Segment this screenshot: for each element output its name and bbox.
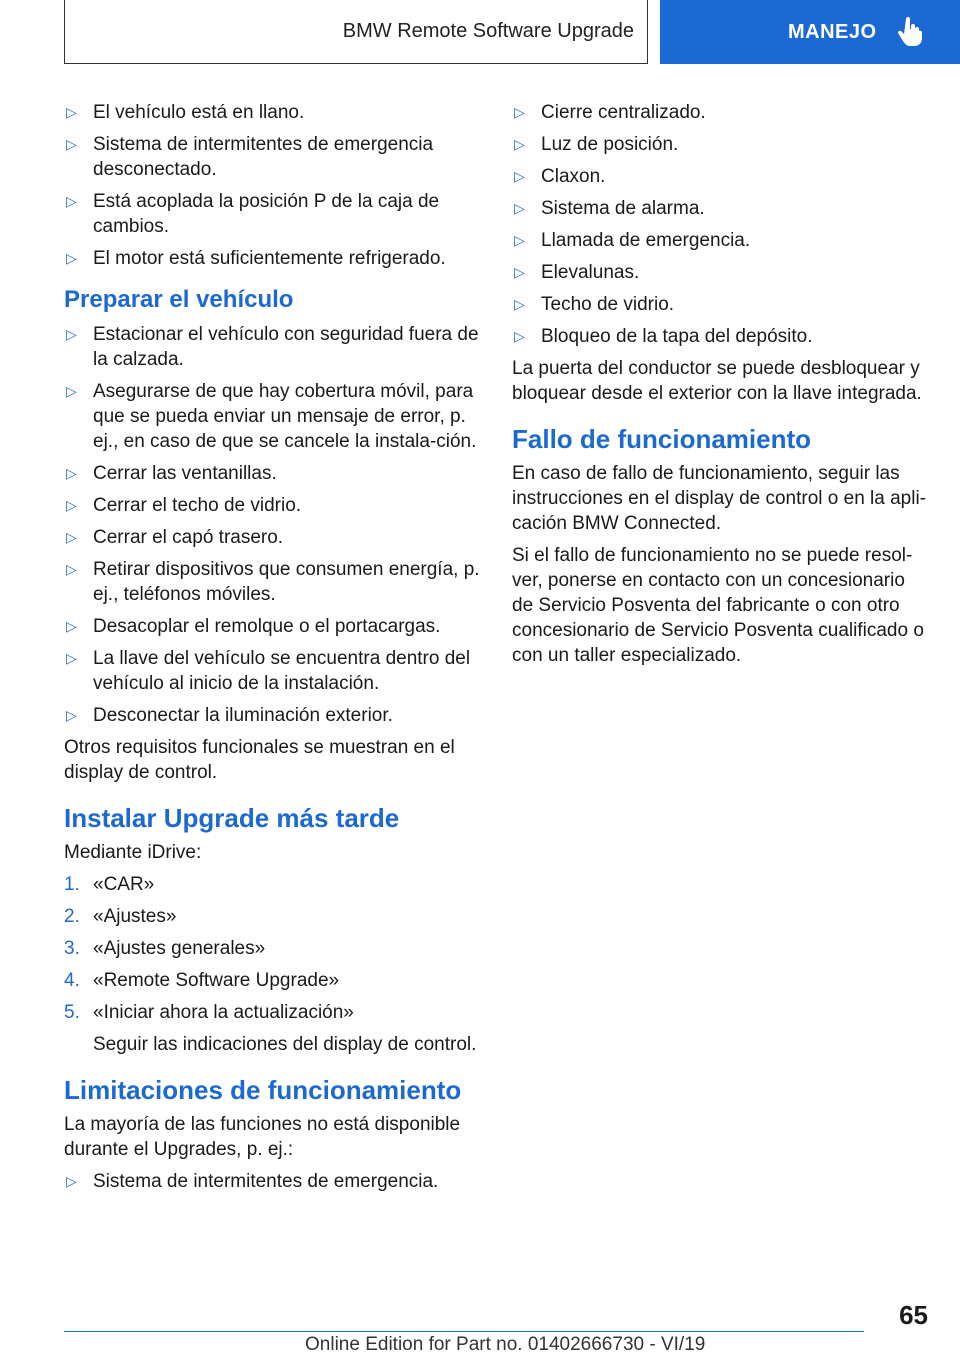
- conditions-list: [64, 100, 482, 271]
- list-item: ▷ Sistema de alarma.: [514, 198, 705, 219]
- footer-divider: [64, 1331, 864, 1332]
- install-intro: Mediante iDrive:: [64, 842, 202, 863]
- prepare-list: [64, 322, 482, 728]
- heading-prepare-vehicle: Preparar el vehículo: [64, 286, 294, 313]
- footer-edition: Online Edition for Part no. 01402666730 - VI/19: [305, 1334, 706, 1355]
- heading-limitations: Limitaciones de funcionamiento: [64, 1075, 462, 1105]
- triangle-bullet-icon: ▷: [514, 168, 525, 184]
- list-item: ▷ Techo de vidrio.: [514, 294, 675, 315]
- malfunction-para-2: Si el fallo de funcionamiento no se puede resol‐ver, ponerse en contacto con un concesionario de Servicio Posventa del fabricante o con otro concesionario de Servicio Posventa cualificado o con un taller especializado.: [512, 545, 924, 666]
- step-item: [64, 872, 482, 897]
- triangle-bullet-icon: ▷: [66, 618, 77, 634]
- triangle-bullet-icon: ▷: [66, 104, 77, 120]
- list-item: ▷ La llave del vehículo se encuentra dentro del vehículo al inicio de la instalación.: [66, 648, 471, 694]
- step-number: 5.: [64, 1002, 80, 1023]
- triangle-bullet-icon: ▷: [66, 193, 77, 209]
- list-item: ▷ Cerrar el techo de vidrio.: [66, 495, 302, 516]
- list-item: ▷ Luz de posición.: [514, 134, 679, 155]
- triangle-bullet-icon: ▷: [66, 383, 77, 399]
- list-item: ▷ Sistema de intermitentes de emergencia desconectado.: [66, 134, 434, 180]
- heading-malfunction: Fallo de funcionamiento: [512, 424, 812, 454]
- hand-pointer-icon: [897, 17, 923, 47]
- list-item: ▷ Sistema de intermitentes de emergencia.: [66, 1171, 439, 1192]
- header-title-box: [64, 0, 648, 64]
- triangle-bullet-icon: ▷: [514, 200, 525, 216]
- step-text: «Remote Software Upgrade»: [93, 970, 340, 991]
- step-text: «CAR»: [93, 874, 155, 895]
- list-item: ▷ Bloqueo de la tapa del depósito.: [514, 326, 813, 347]
- page-number: 65: [899, 1300, 928, 1330]
- prepare-note: Otros requisitos funcionales se muestran en el display de control.: [64, 737, 455, 783]
- step-text: «Iniciar ahora la actualización»: [93, 1002, 354, 1023]
- triangle-bullet-icon: ▷: [66, 465, 77, 481]
- step-text: «Ajustes»: [93, 906, 177, 927]
- list-item: ▷ Asegurarse de que hay cobertura móvil, para que se pueda enviar un mensaje de error, p. ej., en caso de que se cancele la instala‐ción.: [66, 381, 477, 452]
- step-item: [64, 1000, 482, 1057]
- list-item: ▷ Claxon.: [514, 166, 606, 187]
- list-item: ▷ El vehículo está en llano.: [66, 102, 305, 123]
- triangle-bullet-icon: ▷: [66, 250, 77, 266]
- list-item: ▷ Retirar dispositivos que consumen energía, p. ej., teléfonos móviles.: [66, 559, 480, 605]
- step-item: [64, 904, 482, 929]
- triangle-bullet-icon: ▷: [66, 136, 77, 152]
- triangle-bullet-icon: ▷: [66, 650, 77, 666]
- step-item: [64, 936, 482, 961]
- triangle-bullet-icon: ▷: [66, 326, 77, 342]
- step-number: 4.: [64, 970, 80, 991]
- limitations-list: [64, 1169, 482, 1194]
- list-item: ▷ Desacoplar el remolque o el portacargas.: [66, 616, 441, 637]
- section-tab-label: MANEJO: [788, 20, 877, 43]
- triangle-bullet-icon: ▷: [66, 529, 77, 545]
- triangle-bullet-icon: ▷: [66, 561, 77, 577]
- heading-install-later: Instalar Upgrade más tarde: [64, 803, 400, 833]
- limitations-intro: La mayoría de las funciones no está disponible durante el Upgrades, p. ej.:: [64, 1114, 461, 1160]
- list-item: ▷ Desconectar la iluminación exterior.: [66, 705, 393, 726]
- list-item: ▷ Cerrar el capó trasero.: [66, 527, 284, 548]
- section-tab: [660, 0, 960, 64]
- left-column: [64, 100, 482, 1201]
- door-note: La puerta del conductor se puede desbloquear y bloquear desde el exterior con la llave integrada.: [512, 358, 922, 404]
- right-column: [512, 100, 930, 675]
- list-item: ▷ Llamada de emergencia.: [514, 230, 751, 251]
- triangle-bullet-icon: ▷: [514, 328, 525, 344]
- install-steps: [64, 872, 482, 1057]
- list-item: ▷ Cerrar las ventanillas.: [66, 463, 277, 484]
- triangle-bullet-icon: ▷: [514, 104, 525, 120]
- list-item: ▷ Está acoplada la posición P de la caja de cambios.: [66, 191, 440, 237]
- triangle-bullet-icon: ▷: [514, 264, 525, 280]
- list-item: ▷ Cierre centralizado.: [514, 102, 706, 123]
- triangle-bullet-icon: ▷: [66, 497, 77, 513]
- limitations-list-continued: [512, 100, 930, 349]
- step-number: 1.: [64, 874, 80, 895]
- step-text: «Ajustes generales»: [93, 938, 266, 959]
- step-item: [64, 968, 482, 993]
- triangle-bullet-icon: ▷: [514, 136, 525, 152]
- step-subtext: Seguir las indicaciones del display de control.: [93, 1034, 477, 1055]
- list-item: ▷ El motor está suficientemente refrigerado.: [66, 248, 446, 269]
- malfunction-para-1: En caso de fallo de funcionamiento, seguir las instrucciones en el display de control o en la apli‐cación BMW Connected.: [512, 463, 927, 534]
- list-item: ▷ Elevalunas.: [514, 262, 640, 283]
- step-number: 3.: [64, 938, 80, 959]
- list-item: ▷ Estacionar el vehículo con seguridad fuera de la calzada.: [66, 324, 479, 370]
- triangle-bullet-icon: ▷: [66, 707, 77, 723]
- triangle-bullet-icon: ▷: [514, 296, 525, 312]
- triangle-bullet-icon: ▷: [514, 232, 525, 248]
- header-title: BMW Remote Software Upgrade: [342, 20, 634, 42]
- step-number: 2.: [64, 906, 80, 927]
- triangle-bullet-icon: ▷: [66, 1173, 77, 1189]
